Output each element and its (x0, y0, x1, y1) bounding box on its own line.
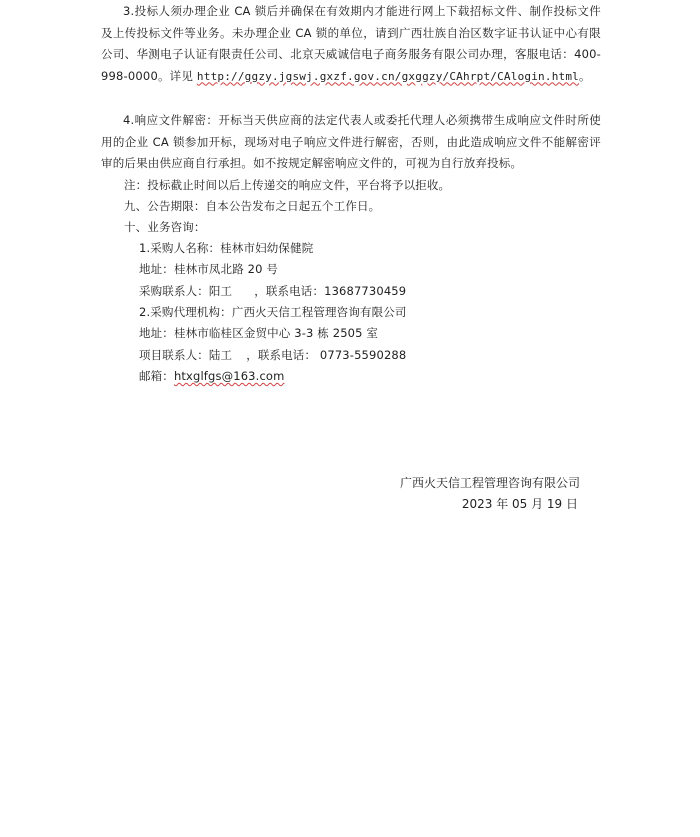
footer-company: 广西火天信工程管理咨询有限公司 (399, 476, 580, 490)
paragraph-ca-lock-suffix: 。 (579, 68, 591, 83)
section-10-heading: 十、业务咨询： (124, 220, 206, 234)
purchaser-phone: ，联系电话：13687730459 (254, 284, 407, 298)
agency-name: 2.采购代理机构：广西火天信工程管理咨询有限公司 (139, 305, 407, 319)
purchaser-contact-label: 采购联系人：阳工 (139, 284, 233, 298)
purchaser-address: 地址：桂林市凤北路 20 号 (139, 262, 279, 276)
paragraph-decryption: 4.响应文件解密：开标当天供应商的法定代表人或委托代理人必须携带生成响应文件时所使用的企业 CA 锁参加开标，现场对电子响应文件进行解密，否则，由此造成响应文件不能解密评审的后果由供应商自行承担。如不按规定解密响应文件的，可视为自行放弃投标。 (101, 113, 601, 170)
note-text: 注：投标截止时间以后上传递交的响应文件，平台将予以拒收。 (124, 178, 451, 192)
purchaser-contact (139, 283, 406, 299)
purchaser-name: 1.采购人名称：桂林市妇幼保健院 (139, 241, 314, 255)
project-contact (139, 347, 406, 363)
email-line (139, 368, 284, 384)
ca-login-url[interactable]: http://ggzy.jgswj.gxzf.gov.cn/gxggzy/CAhrpt/CAlogin.html (196, 69, 579, 83)
project-phone: ，联系电话： 0773-5590288 (246, 348, 407, 362)
section-9-announcement-period: 九、公告期限：自本公告发布之日起五个工作日。 (124, 199, 381, 213)
paragraph-ca-lock-text: 3.投标人须办理企业 CA 锁后并确保在有效期内才能进行网上下载招标文件、制作投标文件及上传投标文件等业务。未办理企业 CA 锁的单位，请到广西壮族自治区数字证书认证中心有限公司、华测电子认证有限责任公司、北京天威诚信电子商务服务有限公司办理，客服电话：400-998-0000。详见 (101, 4, 601, 83)
paragraph-ca-lock (101, 1, 601, 87)
email-label: 邮箱： (139, 369, 174, 383)
project-contact-label: 项目联系人：陆工 (139, 348, 233, 362)
email-address[interactable]: htxglfgs@163.com (173, 369, 285, 383)
agency-address: 地址：桂林市临桂区金贸中心 3-3 栋 2505 室 (139, 326, 379, 340)
footer-date: 2023 年 05 月 19 日 (461, 497, 578, 511)
